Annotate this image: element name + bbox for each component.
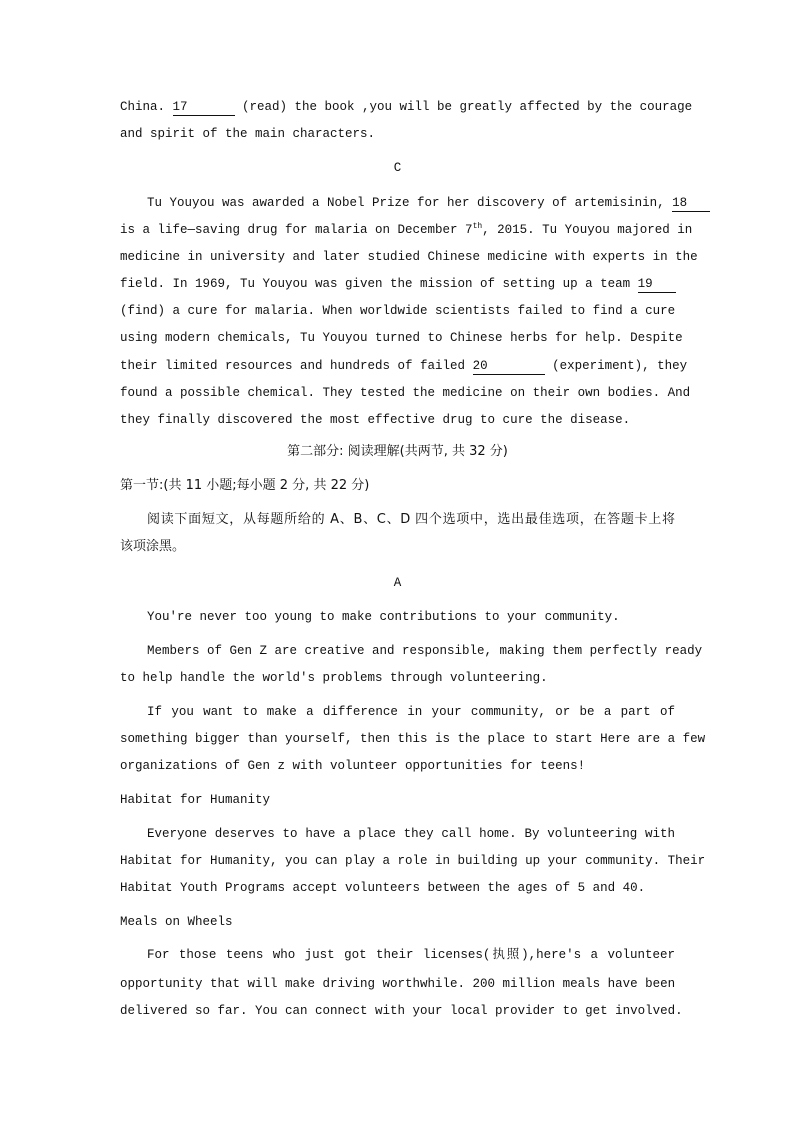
text-segment: they finally discovered the most effective drug to cure the disease. (120, 413, 631, 427)
text-line (120, 756, 675, 776)
text-segment: If you want to make a difference in your community, or be a part of (147, 705, 675, 719)
text-line (120, 301, 675, 321)
text-line (120, 729, 706, 749)
text-line (120, 158, 675, 178)
text-line (120, 573, 675, 593)
text-segment: 第二部分: 阅读理解(共两节, 共 32 分) (287, 444, 508, 459)
text-segment: 第一节:(共 11 小题;每小题 2 分, 共 22 分) (120, 478, 370, 493)
text-line (120, 537, 675, 557)
text-segment: Tu Youyou was awarded a Nobel Prize for her discovery of artemisinin, (147, 196, 673, 210)
answer-blank: 20 (473, 359, 545, 375)
text-line (120, 476, 675, 496)
text-line (120, 1001, 683, 1021)
text-segment: is a life—saving drug for malaria on December 7 (120, 223, 473, 237)
text-line (147, 607, 675, 627)
text-segment: Meals on Wheels (120, 915, 233, 929)
text-segment: organizations of Gen z with volunteer opportunities for teens! (120, 759, 586, 773)
text-line (147, 702, 675, 722)
text-line (147, 824, 675, 844)
text-segment: using modern chemicals, Tu Youyou turned to Chinese herbs for help. Despite (120, 331, 683, 345)
text-segment: and spirit of the main characters. (120, 127, 376, 141)
text-line (120, 668, 675, 688)
text-line (120, 247, 698, 267)
text-segment: , 2015. Tu Youyou majored in (482, 223, 693, 237)
text-line (120, 220, 693, 240)
text-segment: medicine in university and later studied Chinese medicine with experts in the (120, 250, 698, 264)
text-segment: Habitat for Humanity (120, 793, 271, 807)
answer-blank: 18 (672, 196, 710, 212)
text-segment: Members of Gen Z are creative and responsible, making them perfectly ready (147, 644, 703, 658)
text-segment: field. In 1969, Tu Youyou was given the mission of setting up a team (120, 277, 638, 291)
text-segment: their limited resources and hundreds of failed (120, 359, 473, 373)
text-segment: opportunity that will make driving worthwhile. 200 million meals have been (120, 977, 676, 991)
text-segment: 该项涂黑。 (120, 539, 186, 554)
text-line (120, 410, 675, 430)
text-line (147, 945, 675, 965)
text-line (120, 383, 691, 403)
text-segment: Habitat for Humanity, you can play a role in building up your community. Their (120, 854, 706, 868)
text-line (120, 124, 675, 144)
text-line (120, 851, 706, 871)
answer-blank: 17 (173, 100, 235, 116)
text-line (120, 274, 675, 294)
text-line (147, 641, 703, 661)
text-line (147, 510, 675, 530)
text-segment: A (393, 576, 402, 590)
text-line (120, 878, 675, 898)
text-segment: China. (120, 100, 173, 114)
superscript: th (472, 221, 483, 231)
text-segment: C (393, 161, 402, 175)
text-segment: You're never too young to make contributions to your community. (147, 610, 620, 624)
text-segment: (read) the book ,you will be greatly affected by the courage (234, 100, 693, 114)
text-segment: For those teens who just got their licenses(执照),here's a volunteer (147, 948, 675, 962)
text-segment: (experiment), they (544, 359, 688, 373)
text-segment: 阅读下面短文，从每题所给的 A、B、C、D 四个选项中，选出最佳选项，在答题卡上将 (147, 512, 675, 527)
text-line (120, 790, 675, 810)
text-segment: delivered so far. You can connect with your local provider to get involved. (120, 1004, 683, 1018)
text-line (120, 356, 688, 376)
text-line (120, 97, 693, 117)
text-line (120, 974, 675, 994)
text-segment: something bigger than yourself, then this is the place to start Here are a few (120, 732, 706, 746)
text-line (120, 442, 675, 462)
answer-blank: 19 (638, 277, 676, 293)
text-segment: Habitat Youth Programs accept volunteers between the ages of 5 and 40. (120, 881, 646, 895)
text-line (120, 328, 683, 348)
text-segment: Everyone deserves to have a place they call home. By volunteering with (147, 827, 675, 841)
text-segment: (find) a cure for malaria. When worldwide scientists failed to find a cure (120, 304, 676, 318)
text-line (147, 193, 688, 213)
text-segment: to help handle the world's problems through volunteering. (120, 671, 548, 685)
text-segment: found a possible chemical. They tested the medicine on their own bodies. And (120, 386, 691, 400)
text-line (120, 912, 675, 932)
